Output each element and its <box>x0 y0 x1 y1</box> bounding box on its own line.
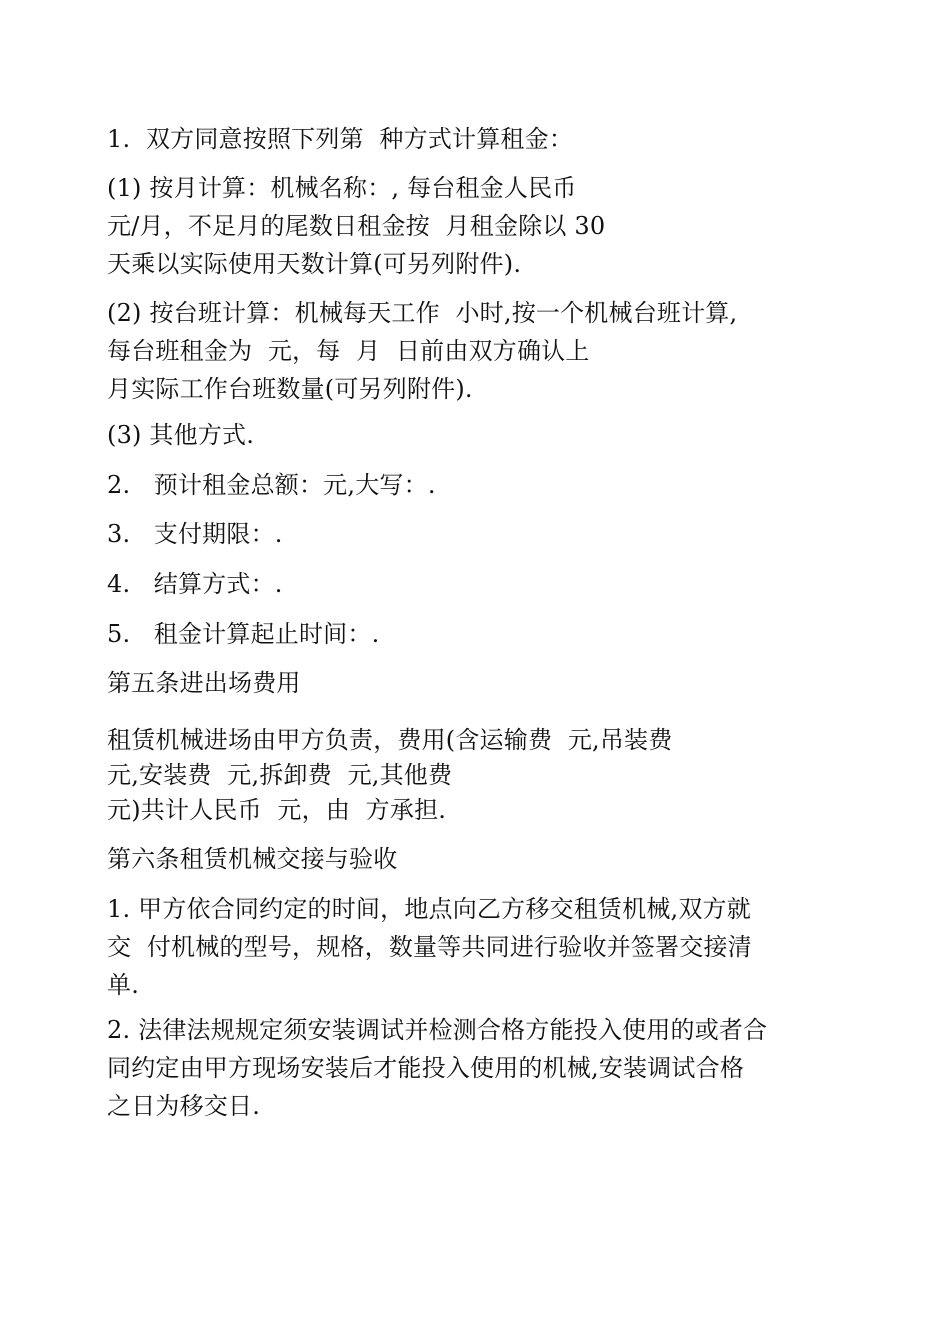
monthly-method-line-3: 天乘以实际使用天数计算(可另列附件). <box>107 250 522 278</box>
monthly-method-line-1: (1) 按月计算：机械名称：, 每台租金人民币 <box>107 174 577 202</box>
settlement-method-line: 4. 结算方式：. <box>107 570 283 598</box>
rent-period-line: 5. 租金计算起止时间：. <box>107 620 380 648</box>
article-6-item-2-line-2: 同约定由甲方现场安装后才能投入使用的机械,安装调试合格 <box>107 1054 745 1082</box>
rent-calculation-intro: 1. 双方同意按照下列第 种方式计算租金： <box>107 125 574 153</box>
article-6-item-1-line-1: 1. 甲方依合同约定的时间，地点向乙方移交租赁机械,双方就 <box>107 895 751 923</box>
article-6-item-1-line-3: 单. <box>107 971 140 999</box>
article-6-heading: 第六条租赁机械交接与验收 <box>107 845 398 873</box>
shift-method-line-1: (2) 按台班计算：机械每天工作 小时,按一个机械台班计算, <box>107 299 738 327</box>
shift-method-line-2: 每台班租金为 元，每 月 日前由双方确认上 <box>107 337 590 365</box>
payment-term-line: 3. 支付期限：. <box>107 520 283 548</box>
article-5-line-3: 元)共计人民币 元，由 方承担. <box>107 796 447 824</box>
other-method-line: (3) 其他方式. <box>107 421 255 449</box>
article-6-item-2-line-3: 之日为移交日. <box>107 1092 261 1120</box>
article-5-line-2: 元,安装费 元,拆卸费 元,其他费 <box>107 761 453 789</box>
article-5-heading: 第五条进出场费用 <box>107 669 301 697</box>
estimated-total-line: 2. 预计租金总额：元,大写：. <box>107 471 436 499</box>
article-6-item-1-line-2: 交 付机械的型号，规格，数量等共同进行验收并签署交接清 <box>107 933 752 961</box>
shift-method-line-3: 月实际工作台班数量(可另列附件). <box>107 375 473 403</box>
monthly-method-line-2: 元/月，不足月的尾数日租金按 月租金除以 30 <box>107 212 606 240</box>
article-6-item-2-line-1: 2. 法律法规规定须安装调试并检测合格方能投入使用的或者合 <box>107 1016 768 1044</box>
article-5-line-1: 租赁机械进场由甲方负责，费用(含运输费 元,吊装费 <box>107 726 673 754</box>
